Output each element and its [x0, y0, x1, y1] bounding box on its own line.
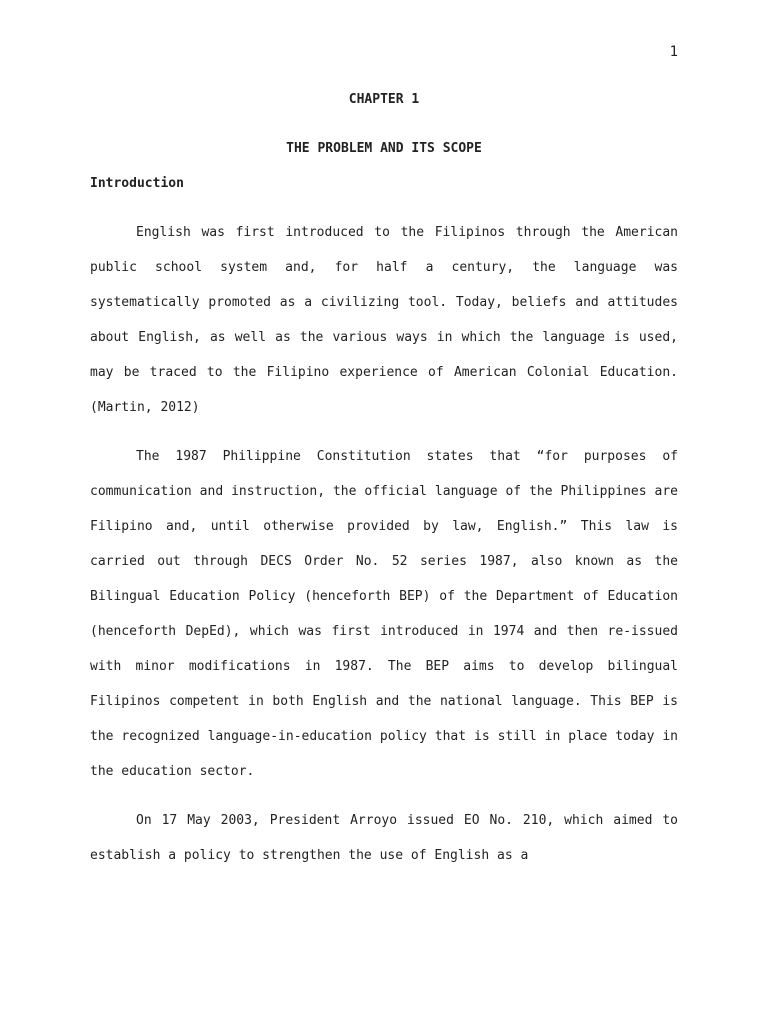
chapter-heading: CHAPTER 1	[348, 92, 420, 107]
chapter-title: THE PROBLEM AND ITS SCOPE	[286, 141, 482, 156]
body-text	[90, 215, 678, 887]
paragraph: English was first introduced to the Filipinos through the American public school system and, for half a century, the language was systematically promoted as a civilizing tool. Today, beliefs and attitudes about English, as well as the various ways in which the language is used, may be traced to the Filipino experience of American Colonial Education. (Martin, 2012)	[90, 225, 678, 415]
page-number: 1	[669, 44, 678, 60]
paragraph: The 1987 Philippine Constitution states that “for purposes of communication and instruction, the official language of the Philippines are Filipino and, until otherwise provided by law, English.” This law is carried out through DECS Order No. 52 series 1987, also known as the Bilingual Education Policy (henceforth BEP) of the Department of Education (henceforth DepEd), which was first introduced in 1974 and then re-issued with minor modifications in 1987. The BEP aims to develop bilingual Filipinos competent in both English and the national language. This BEP is the recognized language-in-education policy that is still in place today in the education sector.	[90, 449, 678, 779]
section-heading: Introduction	[90, 176, 184, 191]
paragraph: On 17 May 2003, President Arroyo issued EO No. 210, which aimed to establish a policy to strengthen the use of English as a	[90, 813, 678, 863]
